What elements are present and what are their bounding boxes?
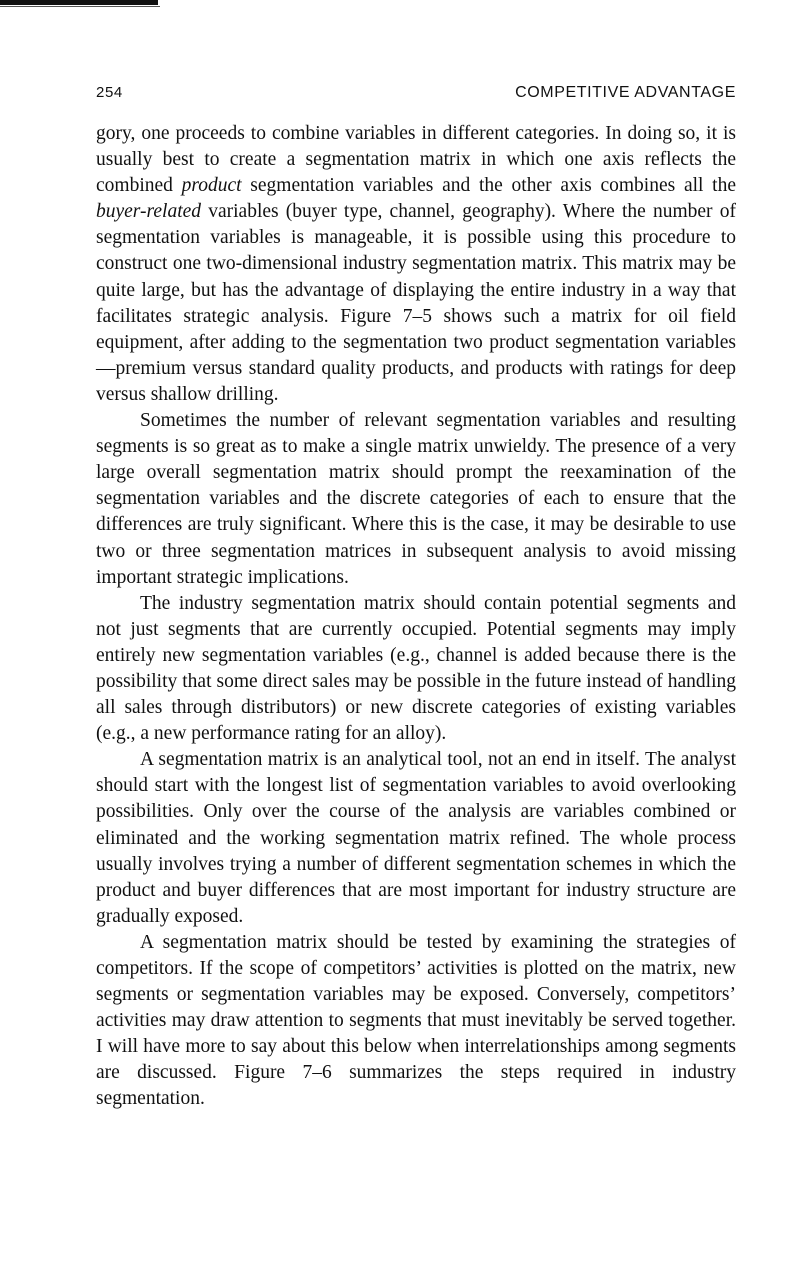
text-run: variables (buyer type, channel, geography). Where the number of segmentation variables is manageable, it is possible using this procedure to construct one two-dimensional industry segmentation matrix. This matrix may be quite large, but has the advantage of displaying the entire industry in a way that facilitates strategic analysis. Figure 7–5 shows such a matrix for oil field equipment, after adding to the segmentation two product segmentation variables—premium versus standard quality products, and products with ratings for deep versus shallow drilling.	[96, 201, 736, 405]
text-run: The industry segmentation matrix should contain potential segments and not just segments that are currently occupied. Potential segments may imply entirely new segmentation variables (e.g., channel is added because there is the possibility that some direct sales may be possible in the future instead of handling all sales through distributors) or new discrete categories of existing variables (e.g., a new performance rating for an alloy).	[96, 592, 736, 745]
top-rule	[0, 0, 158, 5]
paragraph	[96, 930, 736, 1113]
text-run: A segmentation matrix is an analytical tool, not an end in itself. The analyst should start with the longest list of segmentation variables to avoid overlooking possibilities. Only over the course of the analysis are variables combined or eliminated and the working segmentation matrix refined. The whole process usually involves trying a number of different segmentation schemes in which the product and buyer differences that are most important for industry structure are gradually exposed.	[96, 749, 736, 927]
italic-term: product	[181, 175, 242, 197]
text-run: gory, one proceeds to combine variables in different categories. In doing so, it is usually best to create a segmentation matrix in which one axis reflects the combined	[96, 123, 736, 197]
paragraph	[96, 408, 736, 591]
italic-term: buyer-related	[96, 201, 202, 223]
text-run: A segmentation matrix should be tested by examining the strategies of competitors. If the scope of competitors’ activities is plotted on the matrix, new segments or segmentation variables may be exposed. Conversely, competitors’ activities may draw attention to segments that must inevitably be served together. I will have more to say about this below when interrelationships among segments are discussed. Figure 7–6 summarizes the steps required in industry segmentation.	[96, 931, 736, 1110]
paragraph	[96, 121, 736, 408]
body-text	[96, 121, 736, 1113]
paragraph	[96, 591, 736, 748]
running-head	[96, 84, 736, 110]
text-run: Sometimes the number of relevant segmentation variables and resulting segments is so great as to make a single matrix unwieldy. The presence of a very large overall segmentation matrix should prompt the reexamination of the segmentation variables and the discrete categories of each to ensure that the differences are truly significant. Where this is the case, it may be desirable to use two or three segmentation matrices in subsequent analysis to avoid missing important strategic implications.	[96, 410, 736, 588]
running-title: COMPETITIVE ADVANTAGE	[515, 84, 736, 101]
page-number: 254	[96, 84, 123, 101]
text-run: segmentation variables and the other axis combines all the	[241, 175, 736, 197]
paragraph	[96, 747, 736, 930]
top-rule-thin	[0, 6, 160, 7]
